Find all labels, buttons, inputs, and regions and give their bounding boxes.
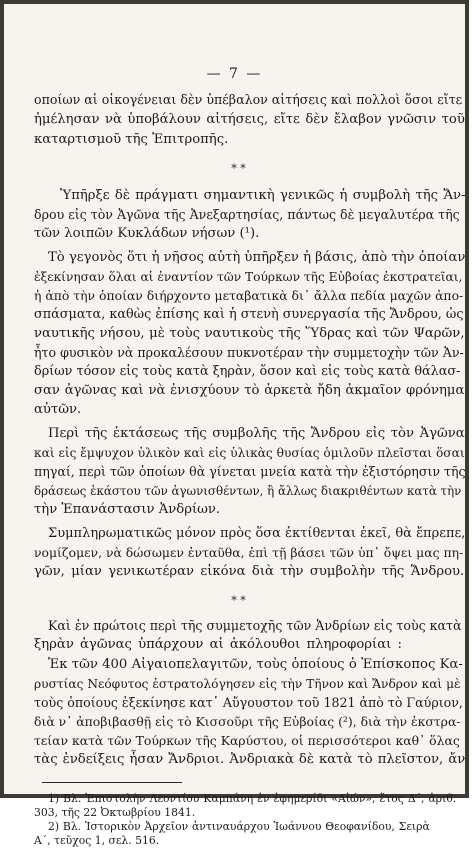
text-line: Περὶ τῆς ἐκτάσεως τῆς συμβολῆς τῆς Ἄνδρου εἰς τὸν Ἀγῶνα <box>48 426 465 441</box>
text-line: δρίων τόσον εἰς τοὺς κατὰ ξηρὰν, ὅσον καὶ εἰς τοὺς κατὰ θάλασ- <box>34 364 461 379</box>
text-line: καὶ εἰς ἔμψυχον ὑλικὸν καὶ εἰς ὑλικὰς θυσίας ὁμιλοῦν πλεῖσται ὅσαι <box>34 446 465 460</box>
text-line: Ὑπῆρξε δὲ πράγματι σημαντικὴ γενικῶς ἡ συμβολὴ τῆς Ἄν- <box>60 188 466 203</box>
text-line: καταρτισμοῦ τῆς Ἐπιτροπῆς. <box>34 132 229 147</box>
text-line: δράσεως ἑκάστου τῶν ἀγωνισθέντων, ἢ ἄλλως διακριθέντων κατὰ τὴν <box>34 484 462 498</box>
text-line: σαν ἀγῶνας καὶ νὰ ἐνισχύουν τὸ ἀρκετὰ ἤδη ἀκμαῖον φρόνημα <box>34 383 465 398</box>
text-line: πηγαί, περὶ τῶν ὁποίων θὰ γίνεται μνεία κατὰ τὴν ἐξιστόρησιν τῆς <box>34 464 466 479</box>
text-line: νομίζομεν, νὰ δώσωμεν ἐνταῦθα, ἐπὶ τῇ βάσει τῶν ὑπ᾽ ὄψει μας πη- <box>34 545 464 560</box>
text-line: Καὶ ἐν πρώτοις περὶ τῆς συμμετοχῆς τῶν Ἀνδρίων εἰς τοὺς κατὰ <box>48 618 462 633</box>
text-line: ἐξεκίνησαν ὅλαι αἱ ἐναντίον τῶν Τούρκων τῆς Εὐβοίας ἐκστρατεῖαι, <box>34 270 463 284</box>
text-line: τοὺς ὁποίους ἐξεκίνησε κατ᾽ Αὔγουστον τοῦ 1821 ἀπὸ τὸ Γαύριον, <box>34 695 463 710</box>
text-line: γῶν, μίαν γενικωτέραν εἰκόνα διὰ τὴν συμβολὴν τῆς Ἄνδρου. <box>34 564 465 579</box>
footnote-divider <box>42 782 182 783</box>
text-line: δρου εἰς τὸν Ἀγῶνα τῆς Ἀνεξαρτησίας, πάντως δὲ μεγαλυτέρα τῆς <box>34 207 460 222</box>
text-line: ἡ ἀπὸ τὴν ὁποίαν διήρχοντο μεταβατικὰ δι᾽ ἄλλα πεδία μαχῶν ἀπο- <box>34 288 464 303</box>
text-line: Τὸ γεγονὸς ὅτι ἡ νῆσος αὐτὴ ὑπῆρξεν ἡ βάσις, ἀπὸ τὴν ὁποίαν <box>48 250 466 265</box>
section-separator: * * <box>231 594 246 607</box>
text-line: τῶν λοιπῶν Κυκλάδων νήσων (¹). <box>34 226 260 241</box>
text-line: τὰς ἐνδείξεις ἦσαν Ἄνδριοι. Ἀνδριακὰ δὲ κατὰ τὸ πλεῖστον, ἄν <box>34 752 466 767</box>
text-line: Ἐκ τῶν 400 Αἰγαιοπελαγιτῶν, τοὺς ὁποίους ὁ Ἐπίσκοπος Κα- <box>48 657 463 672</box>
text-line: σπάσματα, καθὼς ἐπίσης καὶ ἡ στενὴ συνεργασία τῆς Ἄνδρου, ὡς <box>34 307 464 322</box>
text-line: αὐτῶν. <box>34 402 82 417</box>
text-line: ἠμέλησαν νὰ ὑποβάλουν αἰτήσεις, εἴτε δὲν ἔλαβον γνῶσιν τοῦ <box>34 112 465 127</box>
section-separator: * * <box>231 162 246 175</box>
text-line: ρυστίας Νεόφυτος ἐστρατολόγησεν εἰς τὴν Τῆνον καὶ Ἄνδρον καὶ μὲ <box>34 677 461 691</box>
text-line: ἦτο φυσικὸν νὰ προκαλέσουν πυκνοτέραν τὴν συμμετοχὴν τῶν Ἀν- <box>34 345 464 360</box>
text-line: οποίων αἱ οἰκογένειαι δὲν ὑπέβαλον αἰτήσεις καὶ πολλοὶ ὅσοι εἴτε <box>34 92 463 107</box>
footnote-line: 1) Βλ. Ἐπιστολὴν Λεοντίου Καμπάνη ἐν ἐφημερίδι «Αἰών», ἔτος Δ´, ἀριθ. <box>48 792 457 805</box>
text-line: ναυτικῆς νήσου, μὲ τοὺς ναυτικοὺς τῆς Ὕδρας καὶ τῶν Ψαρῶν, <box>34 326 465 341</box>
text-line: Συμπληρωματικῶς μόνον πρὸς ὅσα ἐκτίθενται ἐκεῖ, θὰ ἔπρεπε, <box>48 526 466 541</box>
text-line: τείαν κατὰ τῶν Τούρκων τῆς Καρύστου, οἱ περισσότεροι καθ᾽ ὅλας <box>34 733 460 748</box>
text-line: διὰ ν᾽ ἀποβιβασθῇ εἰς τὸ Κισσοῦρι τῆς Εὐβοίας (²), διὰ τὴν ἐκστρα- <box>34 714 461 729</box>
footnote-line: 303, τῆς 22 Ὀκτωβρίου 1841. <box>34 806 196 819</box>
page-number: — 7 — <box>206 66 263 82</box>
footnote-line: 2) Βλ. Ἱστορικὸν Ἀρχεῖον ἀντιναυάρχου Ἰωάννου Θεοφανίδου, Σειρὰ <box>48 820 430 833</box>
text-line: τὴν Ἐπανάστασιν Ἀνδρίων. <box>34 502 221 517</box>
text-line: ξηρὰν ἀγῶνας ὑπάρχουν αἱ ἀκόλουθοι πληροφορίαι : <box>34 637 402 652</box>
footnote-line: Α´, τεῦχος 1, σελ. 516. <box>34 834 160 847</box>
